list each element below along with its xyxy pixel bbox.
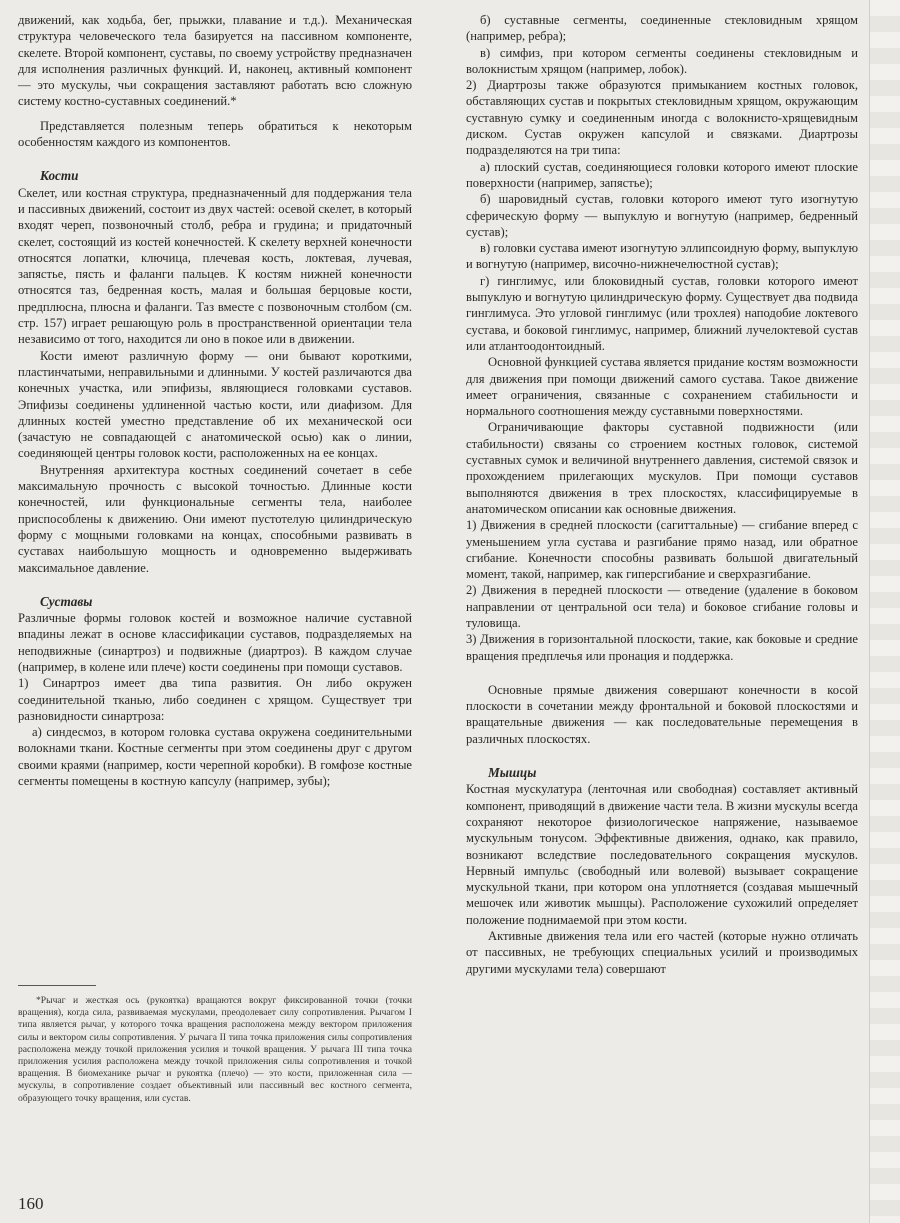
paragraph-diarthrosis: 2) Диартрозы также образуются примыканием костных головок, обставляющих сустав и покрытых стекловидным хрящом, окружающим суставную сумку и соединенным иногда с волокнисто-хрящевидным диском. Сустав окружен капсулой и связками. Диартрозы подразделяются на три типа: (466, 78, 858, 158)
footnote-rule (18, 985, 96, 986)
paragraph-movement-2: 2) Движения в передней плоскости — отведение (удаление в боковом направлении от центральной оси тела) и боковое сгибание головы и туловища. (466, 583, 858, 630)
footnote-text: *Рычаг и жесткая ось (рукоятка) вращаются вокруг фиксированной точки (точки вращения), когда сила, развиваемая мускулами, преодолевает силу сопротивления. Рычагом I типа является рычаг, у которого точка вращения расположена между вектором приложения силы и вектором силы сопротивления. У рычага II типа точка приложения силы сопротивления расположена между точкой приложения усилия и точкой вращения. У рычага III типа точка приложения усилия расположена между точкой приложения силы сопротивления и точкой вращения. В биомеханике рычаг и рукоятка (плечо) — это кости, приложенная сила — мускулы, в сопротивление создает объективный или пассивный вес костного сегмента, образующего точку вращения, или сустав. (18, 995, 412, 1104)
paragraph-muscles-1: Костная мускулатура (ленточная или свободная) составляет активный компонент, приводящий в движение части тела. В жизни мускулы всегда сохраняют некоторое физиологическое напряжение, называемое мускульным тонусом. Эффективные движения, однако, как правило, возникают вследствие последовательного сокращения мускулов. Нервный импульс (свободный или волевой) вызывает сокращение мускульной ткани, при котором она уплотняется (создавая мышечный мешочек или животик мышцы). Расположение сухожилий определяет положение поднимаемой при этом кости. (466, 782, 858, 927)
paragraph-diarthrosis-a: а) плоский сустав, соединяющиеся головки которого имеют плоские поверхности (например, запястье); (466, 159, 858, 190)
paragraph-bones-2: Кости имеют различную форму — они бывают короткими, пластинчатыми, неправильными и длинными. У костей различаются два конечных участка, или эпифизы, являющиеся головками суставов. Эпифизы соединены удлиненной частью кости, или диафизом. Для длинных костей уместно представление об их механической оси (зачастую не совпадающей с анатомической осью) как о линии, соединяющей центры головок кости, расположенных на ее концах. (18, 348, 412, 461)
paragraph-joints-2: 1) Синартроз имеет два типа развития. Он либо окружен соединительной тканью, либо соединен с хрящом. Существует три разновидности синартроза: (18, 676, 412, 723)
footnote (18, 995, 412, 1105)
page-number: 160 (18, 1194, 44, 1213)
paragraph-diarthrosis-b: б) шаровидный сустав, головки которого имеют туго изогнутую сферическую форму — выпуклую и вогнутую (например, бедренный сустав); (466, 192, 858, 239)
paragraph-bones-1: Скелет, или костная структура, предназначенный для поддержания тела и пассивных движений, состоит из двух частей: осевой скелет, в который входят череп, позвоночный столб, ребра и грудина; и придаточный скелет, состоящий из костей конечностей. К скелету верхней конечности относятся лопатки, ключица, плечевая кость, локтевая, лучевая, запястье, пясть и фаланги пальцев. К костям нижней конечности относятся таз, бедренная кость, малая и большая берцовые кости, предплюсна, плюсна и фаланги. Таз вместе с позвоночным столбом (см. стр. 157) играет решающую роль в пространственной ориентации тела независимо от того, находится ли оно в покое или в движении. (18, 185, 412, 347)
heading-bones: Кости (40, 168, 79, 184)
paragraph-bones-3: Внутренняя архитектура костных соединений сочетает в себе максимальную прочность с высокой точностью. Длинные кости конечностей, или функциональные сегменты тела, наиболее приспособлены к движению. Они имеют пустотелую цилиндрическую форму с мощными головками на концах, способными развивать в суставах наибольшую мощность и одновременно выдерживать максимальное давление. (18, 462, 412, 575)
paragraph-diarthrosis-g: г) гинглимус, или блоковидный сустав, головки которого имеют выпуклую и вогнутую цилиндрическую форму. Существует два подвида гинглимуса. Это угловой гинглимус (или трохлея) наподобие локтевого сустава, и боковой гинглимус, например, ближний лучелоктевой сустав или атлантоодонтоидный. (466, 273, 858, 353)
paragraph-limiting-factors: Ограничивающие факторы суставной подвижности (или стабильности) связаны со строением костных головок, системой суставных сумок и величиной внутреннего давления, системой связок и прохождением прилегающих мускулов. При помощи суставов выполняются движения в трех плоскостях, классифицируемые в анатомическом описании как основные движения. (466, 420, 858, 516)
paragraph-joints-1: Различные формы головок костей и возможное наличие суставной впадины лежат в основе классификации суставов, подразделяемых на неподвижные (синартроз) и подвижные (диартроз). В каждом случае (например, в колене или плече) кости соединены при помощи суставов. (18, 611, 412, 674)
heading-muscles: Мышцы (488, 765, 537, 781)
right-column (466, 12, 858, 977)
paragraph-movement-3: 3) Движения в горизонтальной плоскости, такие, как боковые и средние вращения предплечья или пронация и поддержка. (466, 632, 858, 663)
paragraph-movement-1: 1) Движения в средней плоскости (сагиттальные) — сгибание вперед с уменьшением угла сустава и разгибание прямо назад, или обратное сгибание. Конечности способны развивать большой двигательный момент, такой, например, как гиперсгибание и сверхразгибание. (466, 518, 858, 582)
paragraph-joint-function: Основной функцией сустава является придание костям возможности для движения при помощи движений самого сустава. Такое движение имеет ограничения, связанные с сохранением стабильности и нормального соотношения между суставными поверхностями. (466, 355, 858, 419)
adjacent-page-edge (870, 0, 900, 1223)
paragraph-synarthrosis-v: в) симфиз, при котором сегменты соединены стекловидным и волокнистым хрящом (например, лобок). (466, 45, 858, 76)
paragraph-diarthrosis-v: в) головки сустава имеют изогнутую эллипсоидную форму, выпуклую и вогнутую (например, височно-нижнечелюстной сустав); (466, 241, 858, 272)
paragraph-synarthrosis-b: б) суставные сегменты, соединенные стекловидным хрящом (например, ребра); (466, 13, 858, 44)
left-column (18, 12, 412, 789)
paragraph-basic-movements: Основные прямые движения совершают конечности в косой плоскости в сочетании между фронтальной и боковой плоскостями и вращательные движения — как последовательные перемещения в различных плоскостях. (466, 682, 858, 746)
paragraph-muscles-2: Активные движения тела или его частей (которые нужно отличать от пассивных, не требующих специальных усилий и производимых другими мускулами тела) совершают (466, 929, 858, 976)
paragraph-intro: движений, как ходьба, бег, прыжки, плавание и т.д.). Механическая структура человеческого тела базируется на пассивном компоненте, скелете. Второй компонент, суставы, по своему устройству предназначен для исполнения различных функций. И, наконец, активный компонент — это мускулы, чьи сокращения заставляют работать всю сложную систему костно-суставных соединений.* (18, 13, 412, 109)
paragraph-intro-2: Представляется полезным теперь обратиться к некоторым особенностям каждого из компонентов. (18, 118, 412, 150)
heading-joints: Суставы (40, 593, 93, 609)
paragraph-joints-3: а) синдесмоз, в котором головка сустава окружена соединительными волокнами ткани. Костные сегменты при этом соединены друг с другом своими краями (например, кости черепной коробки). В гомфозе костные сегменты помещены в костную капсулу (например, зубы); (18, 725, 412, 789)
